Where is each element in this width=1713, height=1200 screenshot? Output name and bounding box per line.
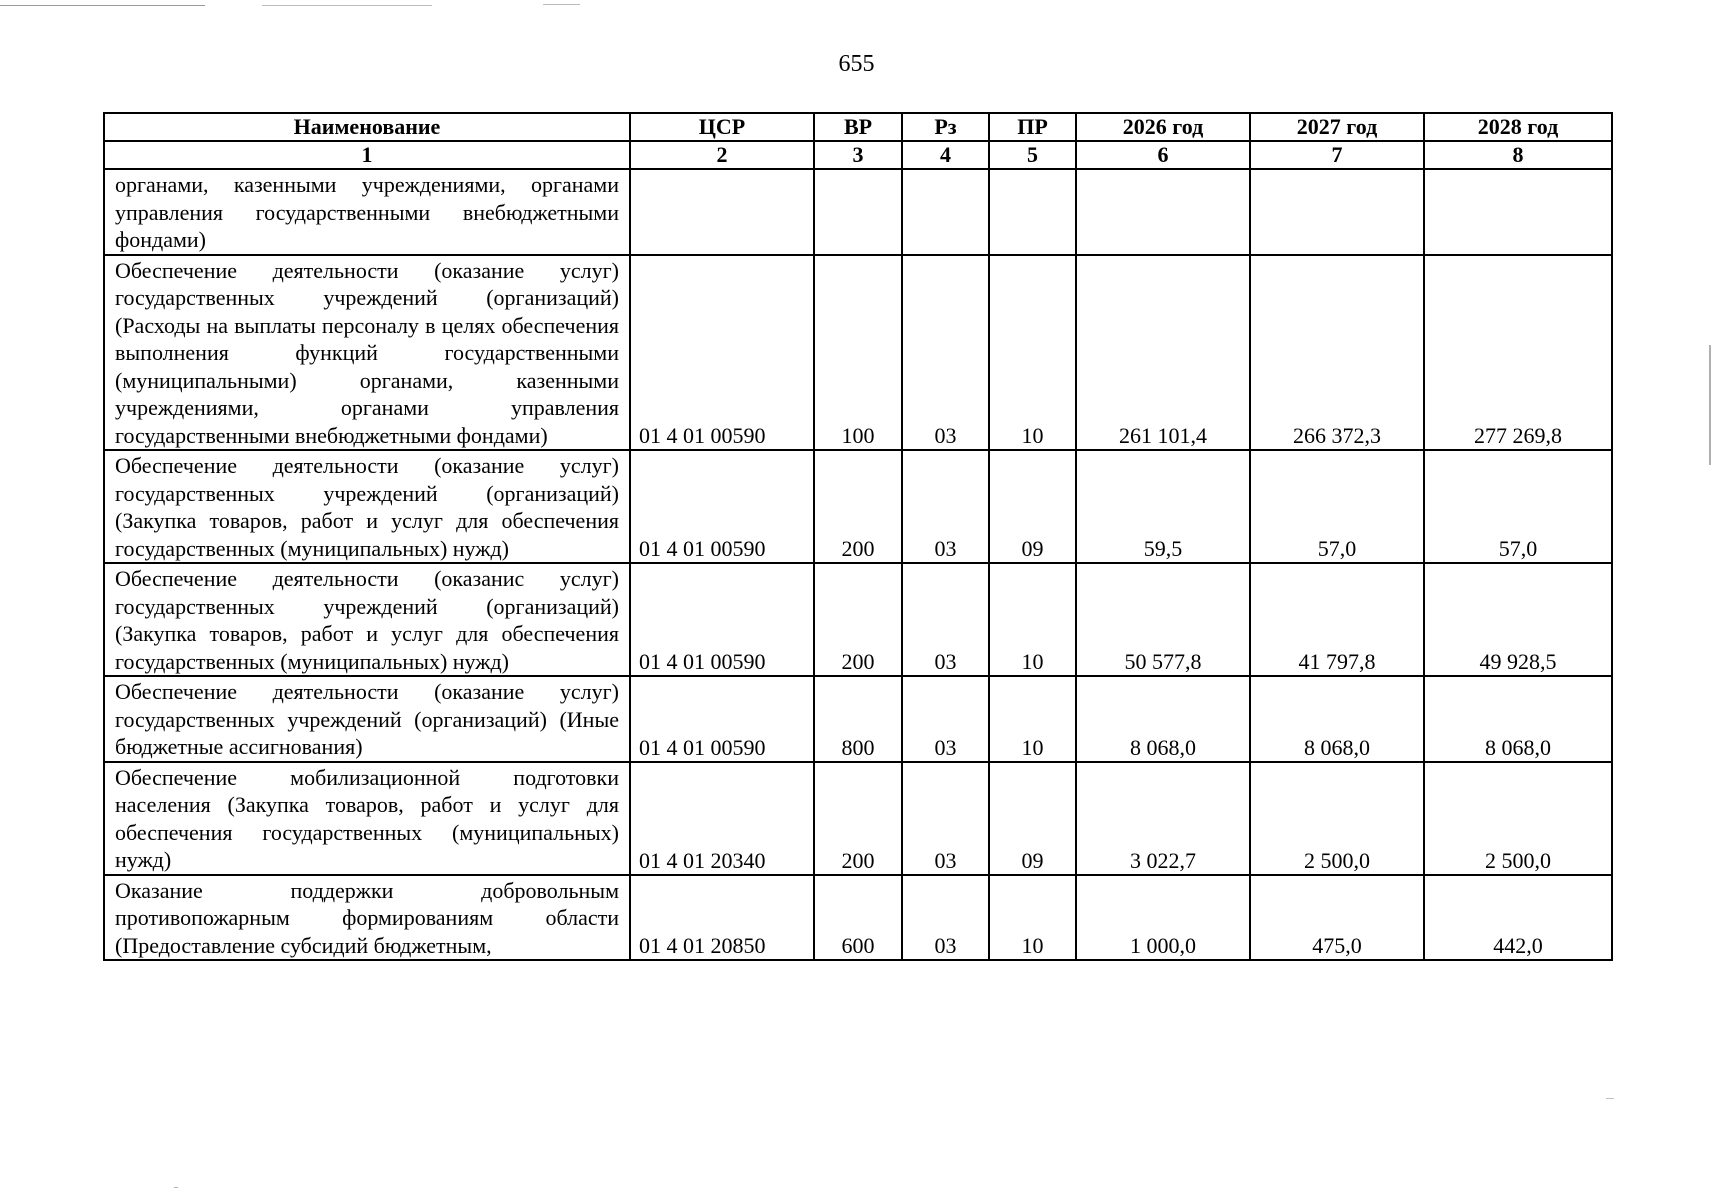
row-rz: 03 bbox=[902, 255, 989, 451]
row-csr bbox=[630, 169, 814, 255]
table-row bbox=[104, 255, 1612, 451]
row-csr: 01 4 01 00590 bbox=[630, 563, 814, 676]
scan-artifact-line bbox=[262, 5, 432, 6]
column-number: 4 bbox=[902, 141, 989, 169]
row-2028: 49 928,5 bbox=[1424, 563, 1612, 676]
row-name: Обеспечение деятельности (оказание услуг) государственных учреждений (организаций) (Закупка товаров, работ и услуг для обеспечения государственных (муниципальных) нужд) bbox=[104, 450, 630, 563]
row-name: Обеспечение мобилизационной подготовки населения (Закупка товаров, работ и услуг для обеспечения государственных (муниципальных) нужд) bbox=[104, 762, 630, 875]
row-2028: 2 500,0 bbox=[1424, 762, 1612, 875]
column-number: 3 bbox=[814, 141, 902, 169]
row-pr: 10 bbox=[989, 563, 1076, 676]
row-name: органами, казенными учреждениями, органами управления государственными внебюджетными фондами) bbox=[104, 169, 630, 255]
row-2027 bbox=[1250, 169, 1424, 255]
row-vr: 100 bbox=[814, 255, 902, 451]
row-2027: 8 068,0 bbox=[1250, 676, 1424, 762]
row-vr: 200 bbox=[814, 450, 902, 563]
row-name: Обеспечение деятельности (оказание услуг) государственных учреждений (организаций) (Расходы на выплаты персоналу в целях обеспечения выполнения функций государственными (муниципальными) органами, казенными учреждениями, органами управления государственными внебюджетными фондами) bbox=[104, 255, 630, 451]
header-row bbox=[104, 113, 1612, 141]
column-number: 2 bbox=[630, 141, 814, 169]
header-2028: 2028 год bbox=[1424, 113, 1612, 141]
header-name: Наименование bbox=[104, 113, 630, 141]
column-number: 6 bbox=[1076, 141, 1250, 169]
row-vr bbox=[814, 169, 902, 255]
row-vr: 600 bbox=[814, 875, 902, 961]
row-rz: 03 bbox=[902, 762, 989, 875]
header-rz: Рз bbox=[902, 113, 989, 141]
row-rz: 03 bbox=[902, 563, 989, 676]
row-2026: 1 000,0 bbox=[1076, 875, 1250, 961]
row-2026 bbox=[1076, 169, 1250, 255]
row-csr: 01 4 01 20850 bbox=[630, 875, 814, 961]
scan-artifact-line bbox=[174, 1187, 178, 1188]
row-name: Обеспечение деятельности (оказание услуг) государственных учреждений (организаций) (Иные бюджетные ассигнования) bbox=[104, 676, 630, 762]
row-2027: 2 500,0 bbox=[1250, 762, 1424, 875]
row-name: Обеспечение деятельности (оказанис услуг) государственных учреждений (организаций) (Закупка товаров, работ и услуг для обеспечения государственных (муниципальных) нужд) bbox=[104, 563, 630, 676]
row-vr: 200 bbox=[814, 762, 902, 875]
row-2028: 57,0 bbox=[1424, 450, 1612, 563]
row-rz: 03 bbox=[902, 875, 989, 961]
column-number: 5 bbox=[989, 141, 1076, 169]
table-row bbox=[104, 676, 1612, 762]
row-2026: 59,5 bbox=[1076, 450, 1250, 563]
row-2028: 277 269,8 bbox=[1424, 255, 1612, 451]
header-vr: ВР bbox=[814, 113, 902, 141]
column-number-row bbox=[104, 141, 1612, 169]
row-csr: 01 4 01 00590 bbox=[630, 676, 814, 762]
row-2026: 3 022,7 bbox=[1076, 762, 1250, 875]
row-2026: 50 577,8 bbox=[1076, 563, 1250, 676]
row-pr: 09 bbox=[989, 450, 1076, 563]
row-2027: 57,0 bbox=[1250, 450, 1424, 563]
row-2027: 41 797,8 bbox=[1250, 563, 1424, 676]
table-row bbox=[104, 875, 1612, 961]
row-pr: 10 bbox=[989, 875, 1076, 961]
row-csr: 01 4 01 00590 bbox=[630, 450, 814, 563]
header-pr: ПР bbox=[989, 113, 1076, 141]
header-2026: 2026 год bbox=[1076, 113, 1250, 141]
header-2027: 2027 год bbox=[1250, 113, 1424, 141]
row-name: Оказание поддержки добровольным противопожарным формированиям области (Предоставление субсидий бюджетным, bbox=[104, 875, 630, 961]
header-csr: ЦСР bbox=[630, 113, 814, 141]
table-row bbox=[104, 762, 1612, 875]
scan-artifact-mark bbox=[1709, 345, 1711, 465]
page-number: 655 bbox=[838, 51, 875, 77]
row-2027: 475,0 bbox=[1250, 875, 1424, 961]
row-2026: 8 068,0 bbox=[1076, 676, 1250, 762]
row-vr: 200 bbox=[814, 563, 902, 676]
row-2027: 266 372,3 bbox=[1250, 255, 1424, 451]
column-number: 7 bbox=[1250, 141, 1424, 169]
row-rz: 03 bbox=[902, 450, 989, 563]
row-pr: 10 bbox=[989, 676, 1076, 762]
row-2028 bbox=[1424, 169, 1612, 255]
row-2028: 8 068,0 bbox=[1424, 676, 1612, 762]
row-pr bbox=[989, 169, 1076, 255]
scan-artifact-line bbox=[543, 4, 580, 5]
row-csr: 01 4 01 00590 bbox=[630, 255, 814, 451]
scan-artifact-line bbox=[0, 5, 205, 6]
row-2026: 261 101,4 bbox=[1076, 255, 1250, 451]
row-pr: 10 bbox=[989, 255, 1076, 451]
row-pr: 09 bbox=[989, 762, 1076, 875]
row-rz: 03 bbox=[902, 676, 989, 762]
budget-table bbox=[103, 112, 1613, 961]
row-rz bbox=[902, 169, 989, 255]
row-2028: 442,0 bbox=[1424, 875, 1612, 961]
column-number: 1 bbox=[104, 141, 630, 169]
row-vr: 800 bbox=[814, 676, 902, 762]
table-row bbox=[104, 169, 1612, 255]
row-csr: 01 4 01 20340 bbox=[630, 762, 814, 875]
table-row bbox=[104, 450, 1612, 563]
column-number: 8 bbox=[1424, 141, 1612, 169]
scan-artifact-line bbox=[1606, 1098, 1614, 1099]
table-row bbox=[104, 563, 1612, 676]
